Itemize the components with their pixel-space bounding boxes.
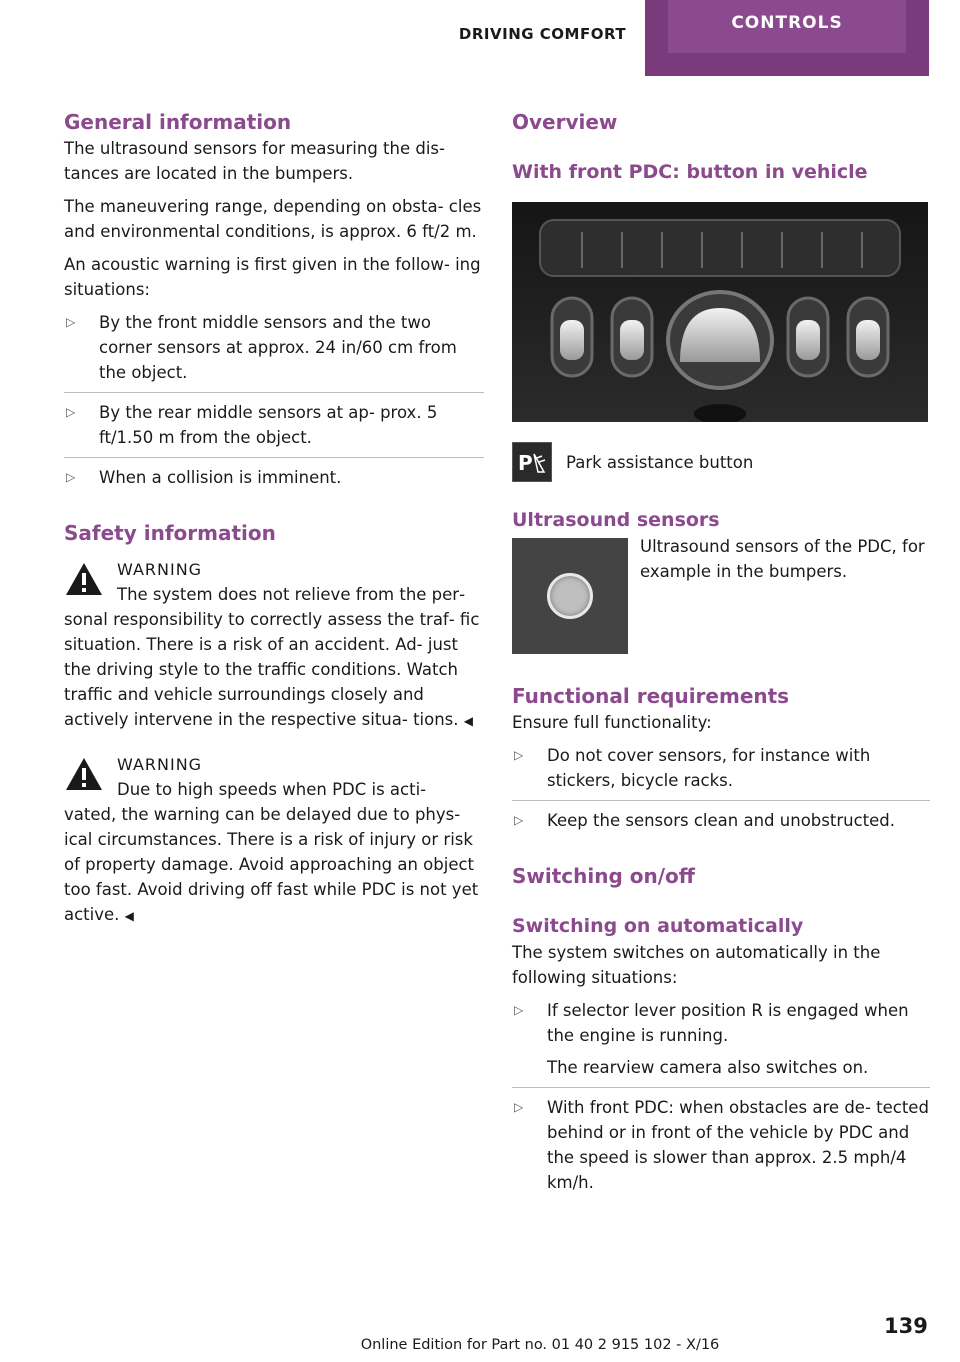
list-item: ▷ By the front middle sensors and the two corner sensors at approx. 24 in/60 cm from the object. [64,310,484,393]
bullet-triangle-icon: ▷ [514,1100,524,1114]
left-column [64,108,484,929]
ultrasound-sensors-heading: Ultrasound sensors [512,509,720,531]
overview-heading: Overview [512,110,618,134]
section-title: DRIVING COMFORT [458,25,627,43]
ultrasound-sensor-block [512,538,930,654]
functional-intro: Ensure full functionality: [512,713,712,732]
center-console-photo [512,202,928,422]
end-mark: ◀ [463,714,474,728]
park-assist-button-label: Park assistance button [566,452,754,472]
general-paragraph-2: The maneuvering range, depending on obsta‐ cles and environmental conditions, is approx. 6 ft/2 m. [64,197,482,241]
functional-requirements-list [512,743,930,840]
warning-situations-list [64,310,484,497]
warning-triangle-icon [64,561,104,597]
page-number: 139 [884,1314,928,1338]
warning-block-2 [64,752,484,929]
sensor-dot-icon [547,573,593,619]
ultrasound-sensor-text: Ultrasound sensors of the PDC, for example in the bumpers. [640,537,925,581]
list-item: ▷ When a collision is imminent. [64,465,484,497]
chapter-tab [645,0,929,76]
bullet-triangle-icon: ▷ [514,813,524,827]
list-item: ▷ Do not cover sensors, for instance with stickers, bicycle racks. [512,743,930,801]
general-paragraph-3: An acoustic warning is first given in the follow‐ ing situations: [64,255,481,299]
general-information-heading: General information [64,110,292,134]
warning-text: Due to high speeds when PDC is acti‐ vated, the warning can be delayed due to phys‐ ical circumstances. There is a risk of injury or risk of property damage. Avoid approaching an object too fast. Avoid driving off fast while PDC is not yet active. ◀ [64,780,479,924]
park-assist-button-legend [512,442,930,482]
front-pdc-subheading: With front PDC: button in vehicle [512,161,868,183]
footer-edition: Online Edition for Part no. 01 40 2 915 102 - X/16 [360,1337,720,1353]
general-paragraph-1: The ultrasound sensors for measuring the dis‐ tances are located in the bumpers. [64,139,445,183]
running-header-section [440,0,645,76]
chapter-title: CONTROLS [731,12,843,33]
end-mark: ◀ [124,909,134,923]
list-item: ▷ If selector lever position R is engaged when the engine is running. The rearview camera also switches on. [512,998,930,1088]
switching-situations-list [512,998,930,1202]
list-item-note: The rearview camera also switches on. [547,1058,869,1077]
chapter-tab-inner [668,0,906,53]
switching-automatic-subheading: Switching on automatically [512,915,804,937]
warning-text: The system does not relieve from the per‐ sonal responsibility to correctly assess the traf‐ fic situation. There is a risk of an accident. Ad‐ just the driving style to the traffic conditions. Watch traffic and vehicle surroundings closely and actively intervene in the respective situa‐ tions. ◀ [64,585,480,729]
list-item: ▷ With front PDC: when obstacles are de‐ tected behind or in front of the vehicle by PDC and the speed is slower than approx. 2.5 mph/4 km/h. [512,1095,930,1202]
bullet-triangle-icon: ▷ [66,470,76,484]
bullet-triangle-icon: ▷ [514,748,524,762]
right-column [512,108,930,1202]
ultrasound-sensor-image [512,538,628,654]
warning-block-1 [64,557,484,734]
park-assist-icon [512,442,552,482]
bullet-triangle-icon: ▷ [514,1003,524,1017]
warning-triangle-icon [64,756,104,792]
switching-intro: The system switches on automatically in the following situations: [512,943,881,987]
switching-heading: Switching on/off [512,864,695,888]
safety-information-heading: Safety information [64,521,276,545]
bullet-triangle-icon: ▷ [66,315,76,329]
list-item: ▷ By the rear middle sensors at ap‐ prox. 5 ft/1.50 m from the object. [64,400,484,458]
bullet-triangle-icon: ▷ [66,405,76,419]
functional-requirements-heading: Functional requirements [512,684,790,708]
svg-text:P: P [518,451,533,475]
warning-label: WARNING [117,755,203,774]
list-item: ▷ Keep the sensors clean and unobstructed. [512,808,930,840]
warning-label: WARNING [117,560,203,579]
